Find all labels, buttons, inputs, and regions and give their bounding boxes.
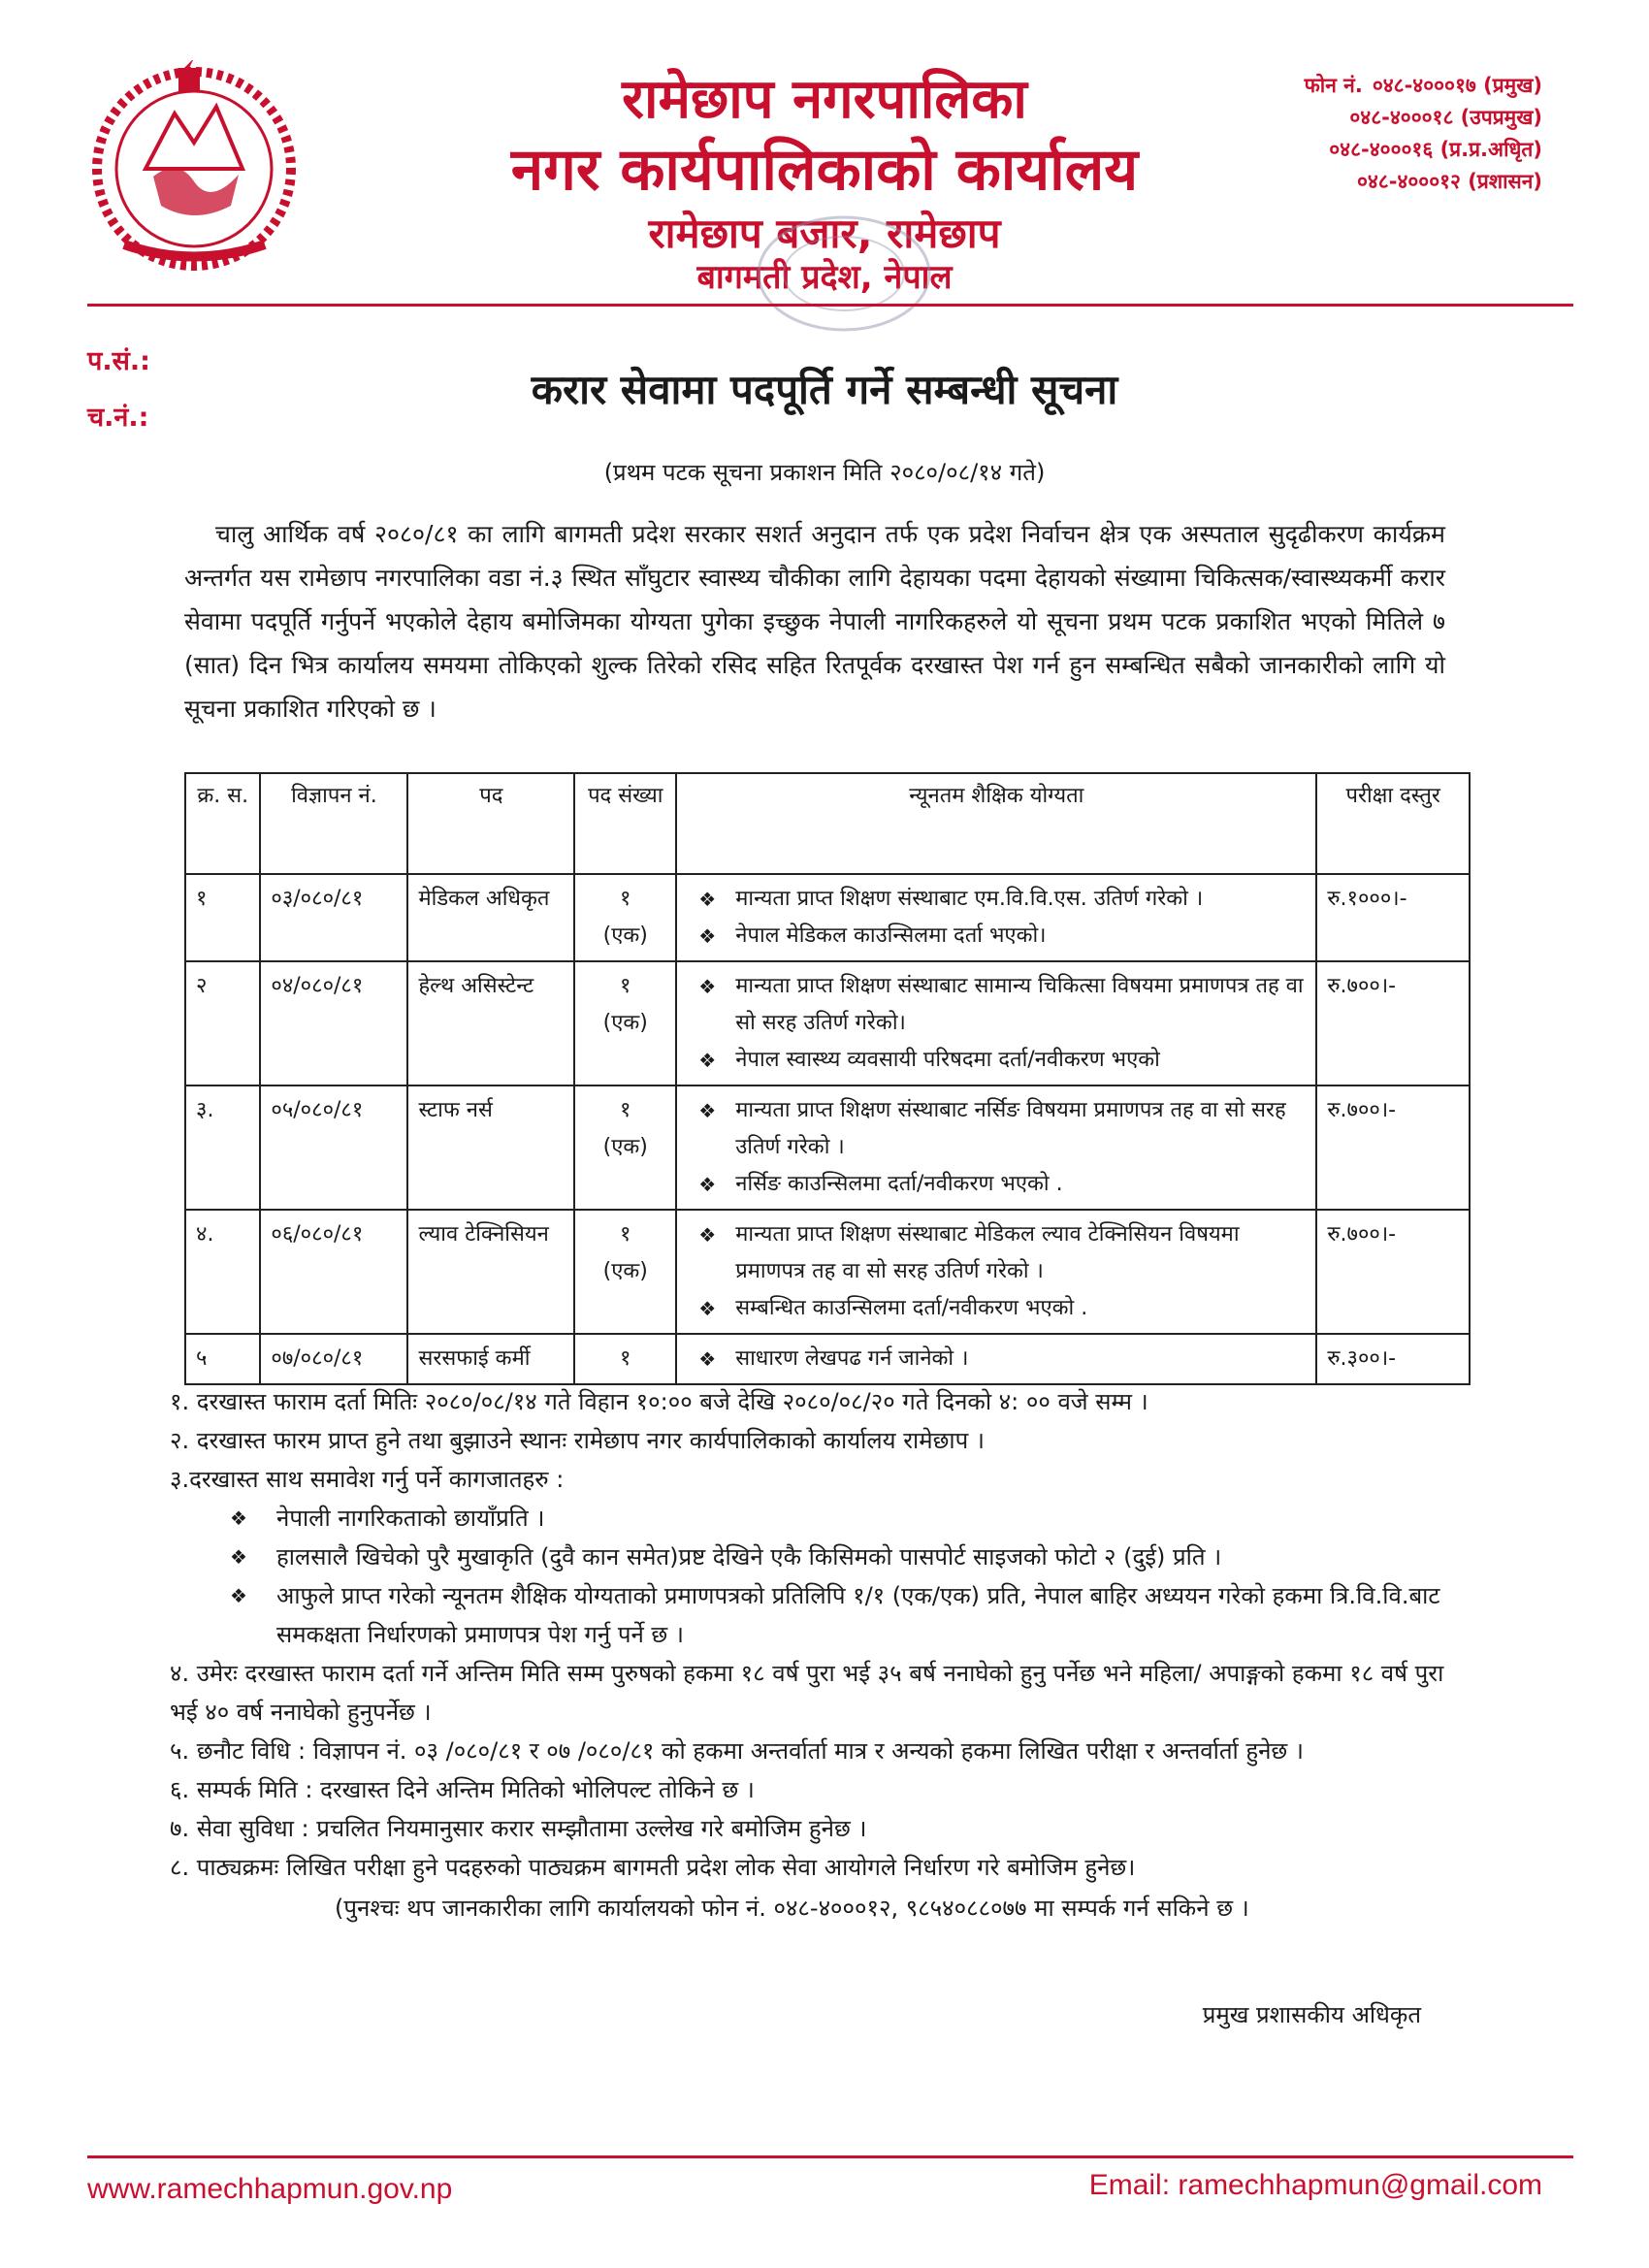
- cell-ad-no: ०६/०८०/८१: [260, 1210, 407, 1334]
- notice-publication-date: (प्रथम पटक सूचना प्रकाशन मिति २०८०/०८/१४ गते): [603, 459, 1046, 486]
- count-words: (एक): [602, 1259, 648, 1283]
- note-syllabus: ८. पाठ्यक्रमः लिखित परीक्षा हुने पदहरुको पाठ्यक्रम बागमती प्रदेश लोक सेवा आयोगले निर्धारण गरे बमोजिम हुनेछ।: [170, 1854, 1136, 1881]
- document-item: [170, 1576, 1470, 1654]
- cell-count: [574, 961, 676, 1085]
- cell-post: हेल्थ असिस्टेन्ट: [407, 961, 574, 1085]
- cell-post: स्टाफ नर्स: [407, 1085, 574, 1210]
- phone-label: फोन नं.: [1304, 74, 1363, 97]
- document-text: नेपाली नागरिकताको छायाँप्रति ।: [276, 1505, 545, 1532]
- bullet-diamond-icon: ❖: [698, 975, 717, 998]
- cell-count: [574, 874, 676, 961]
- document-text: आफुले प्राप्त गरेको न्यूनतम शैक्षिक योग्यताको प्रमाणपत्रको प्रतिलिपि १/१ (एक/एक) प्रति, नेपाल बाहिर अध्ययन गरेको हकमा त्रि.वि.वि.बाट समकक्षता निर्धारणको प्रमाणपत्र पेश गर्नु पर्ने छ ।: [276, 1582, 1440, 1648]
- column-header-sn: क्र. स.: [185, 773, 260, 874]
- column-header-count: पद संख्या: [574, 773, 676, 874]
- cell-qualification: [676, 1210, 1316, 1334]
- bullet-diamond-icon: ❖: [698, 1099, 717, 1122]
- cell-ad-no: ०४/०८०/८१: [260, 961, 407, 1085]
- column-header-ad-no: विज्ञापन नं.: [260, 773, 407, 874]
- cell-post: सरसफाई कर्मी: [407, 1334, 574, 1384]
- qualification-item: [687, 1166, 1306, 1203]
- note-application-place: २. दरखास्त फारम प्राप्त हुने तथा बुझाउने स्थानः रामेछाप नगर कार्यपालिकाको कार्यालय रामेछाप ।: [170, 1427, 985, 1454]
- bullet-diamond-icon: ❖: [698, 1297, 717, 1320]
- cell-qualification: [676, 874, 1316, 961]
- bullet-diamond-icon: ❖: [230, 1545, 247, 1569]
- qualification-item: [687, 1341, 1306, 1377]
- qualification-item: [687, 1216, 1306, 1290]
- bullet-diamond-icon: ❖: [698, 924, 717, 948]
- cell-ad-no: ०५/०८०/८१: [260, 1085, 407, 1210]
- bullet-diamond-icon: ❖: [698, 1223, 717, 1247]
- column-header-fee: परीक्षा दस्तुर: [1316, 773, 1470, 874]
- bullet-diamond-icon: ❖: [698, 1347, 717, 1371]
- cell-sn: २: [185, 961, 260, 1085]
- qualification-item: [687, 1092, 1306, 1166]
- count-number: १: [620, 1222, 631, 1247]
- count-words: (एक): [602, 1011, 648, 1035]
- note-service-benefits: ७. सेवा सुविधा : प्रचलित नियमानुसार करार सम्झौतामा उल्लेख गरे बमोजिम हुनेछ ।: [170, 1815, 867, 1842]
- qualification-text: साधारण लेखपढ गर्न जानेको ।: [735, 1346, 969, 1371]
- qualification-item: [687, 881, 1306, 918]
- qualification-item: [687, 1042, 1306, 1079]
- qualification-text: सम्बन्धित काउन्सिलमा दर्ता/नवीकरण भएको .: [735, 1296, 1088, 1320]
- signatory-title: प्रमुख प्रशासकीय अधिकृत: [1202, 2001, 1421, 2028]
- phone-list: [1305, 70, 1542, 198]
- office-province: बागमती प्रदेश, नेपाल: [696, 258, 953, 297]
- cell-sn: ४.: [185, 1210, 260, 1334]
- letter-number-label: प.सं.:: [87, 346, 150, 376]
- count-number: १: [620, 1346, 631, 1371]
- document-text: हालसालै खिचेको पुरै मुखाकृति (दुवै कान समेत)प्रष्ट देखिने एकै किसिमको पासपोर्ट साइजको फोटो २ (दुई) प्रति ।: [276, 1543, 1222, 1571]
- bullet-diamond-icon: ❖: [698, 888, 717, 911]
- municipality-name: रामेछाप नगरपालिका: [622, 68, 1027, 131]
- note-postscript: (पुनश्चः थप जानकारीका लागि कार्यालयको फोन नं. ०४८-४०००१२, ९८५४०८८०७७ मा सम्पर्क गर्न सकिने छ ।: [335, 1895, 1249, 1922]
- cell-qualification: [676, 1085, 1316, 1210]
- cell-fee: रु.७००।-: [1316, 961, 1470, 1085]
- document-item: [170, 1499, 1470, 1538]
- qualification-text: मान्यता प्राप्त शिक्षण संस्थाबाट सामान्य चिकित्सा विषयमा प्रमाणपत्र तह वा सो सरह उतिर्ण गरेको।: [735, 974, 1304, 1035]
- qualification-text: मान्यता प्राप्त शिक्षण संस्थाबाट नर्सिङ विषयमा प्रमाणपत्र तह वा सो सरह उतिर्ण गरेको ।: [735, 1098, 1286, 1159]
- phone-line: [1305, 134, 1542, 166]
- cell-fee: रु.३००।-: [1316, 1334, 1470, 1384]
- footer-divider: [87, 2155, 1573, 2158]
- qualification-text: नेपाल मेडिकल काउन्सिलमा दर्ता भएको।: [735, 923, 1047, 948]
- bullet-diamond-icon: ❖: [230, 1507, 247, 1530]
- qualification-item: [687, 1290, 1306, 1327]
- notice-intro-paragraph: चालु आर्थिक वर्ष २०८०/८१ का लागि बागमती प्रदेश सरकार सशर्त अनुदान तर्फ एक प्रदेश निर्वाचन क्षेत्र एक अस्पताल सुदृढीकरण कार्यक्रम अन्तर्गत यस रामेछाप नगरपालिका वडा नं.३ स्थित साँघुटार स्वास्थ्य चौकीका लागि देहायका पदमा देहायको संख्यामा चिकित्सक/स्वास्थ्यकर्मी करार सेवामा पदपूर्ति गर्नुपर्ने भएकोले देहाय बमोजिमका योग्यता पुगेका इच्छुक नेपाली नागरिकहरुले यो सूचना प्रथम पटक प्रकाशित भएको मितिले ७ (सात) दिन भित्र कार्यालय समयमा तोकिएको शुल्क तिरेको रसिद सहित रितपूर्वक दरखास्त पेश गर्न हुन सम्बन्धित सबैको जानकारीको लागि यो सूचना प्रकाशित गरिएको छ ।: [184, 520, 1445, 723]
- notes-section: [170, 1382, 1470, 1928]
- header-divider: [87, 304, 1573, 307]
- office-address: रामेछाप बजार, रामेछाप: [648, 210, 1001, 257]
- table-row: [185, 1210, 1470, 1334]
- bullet-diamond-icon: ❖: [230, 1584, 247, 1607]
- cell-count: [574, 1334, 676, 1384]
- qualification-text: नर्सिङ काउन्सिलमा दर्ता/नवीकरण भएको .: [735, 1172, 1063, 1196]
- phone-line: [1305, 166, 1542, 198]
- table-row: [185, 961, 1470, 1085]
- count-number: १: [620, 1098, 631, 1122]
- office-name: नगर कार्यपालिकाको कार्यालय: [510, 136, 1139, 204]
- count-number: १: [620, 887, 631, 911]
- website-link[interactable]: www.ramechhapmun.gov.np: [87, 2173, 453, 2205]
- email-link[interactable]: Email: ramechhapmun@gmail.com: [1088, 2169, 1542, 2201]
- vacancy-table: [184, 772, 1471, 1385]
- phone-number: ०४८-४०००१६ (प्र.प्र.अधिृत): [1329, 138, 1542, 161]
- qualification-text: नेपाल स्वास्थ्य व्यवसायी परिषदमा दर्ता/नवीकरण भएको: [735, 1048, 1160, 1072]
- table-row: [185, 1334, 1470, 1384]
- table-row: [185, 874, 1470, 961]
- qualification-item: [687, 918, 1306, 955]
- count-words: (एक): [602, 923, 648, 948]
- cell-qualification: [676, 1334, 1316, 1384]
- dispatch-number-label: च.नं.:: [87, 403, 149, 433]
- note-documents-title: ३.दरखास्त साथ समावेश गर्नु पर्ने कागजातहरु :: [170, 1466, 565, 1493]
- office-stamp-seal: [747, 215, 941, 341]
- count-number: १: [620, 974, 631, 998]
- cell-post: ल्याव टेक्निसियन: [407, 1210, 574, 1334]
- column-header-post: पद: [407, 773, 574, 874]
- column-header-qualification: न्यूनतम शैक्षिक योग्यता: [676, 773, 1316, 874]
- cell-qualification: [676, 961, 1316, 1085]
- document-item: [170, 1538, 1470, 1576]
- notice-heading: करार सेवामा पदपूर्ति गर्ने सम्बन्धी सूचना: [531, 366, 1118, 413]
- bullet-diamond-icon: ❖: [698, 1049, 717, 1072]
- note-application-dates: १. दरखास्त फाराम दर्ता मितिः २०८०/०८/१४ गते विहान १०:०० बजे देखि २०८०/०८/२० गते दिनको ४: ०० वजे सम्म ।: [170, 1388, 1148, 1415]
- phone-number: ०४८-४०००१७ (प्रमुख): [1372, 74, 1542, 97]
- table-header-row: [185, 773, 1470, 874]
- cell-sn: ३.: [185, 1085, 260, 1210]
- cell-fee: रु.७००।-: [1316, 1210, 1470, 1334]
- qualification-text: मान्यता प्राप्त शिक्षण संस्थाबाट एम.वि.वि.एस. उतिर्ण गरेको ।: [735, 887, 1204, 911]
- cell-ad-no: ०३/०८०/८१: [260, 874, 407, 961]
- note-selection-method: ५. छनौट विधि : विज्ञापन नं. ०३ /०८०/८१ र ०७ /०८०/८१ को हकमा अन्तर्वार्ता मात्र र अन्यको हकमा लिखित परीक्षा र अन्तर्वार्ता हुनेछ ।: [170, 1737, 1304, 1765]
- cell-fee: रु.१०००।-: [1316, 874, 1470, 961]
- table-row: [185, 1085, 1470, 1210]
- cell-ad-no: ०७/०८०/८१: [260, 1334, 407, 1384]
- qualification-item: [687, 968, 1306, 1042]
- note-contact-date: ६. सम्पर्क मिति : दरखास्त दिने अन्तिम मितिको भोलिपल्ट तोकिने छ ।: [170, 1776, 755, 1803]
- phone-line: [1305, 102, 1542, 134]
- cell-count: [574, 1210, 676, 1334]
- phone-number: ०४८-४०००१२ (प्रशासन): [1356, 170, 1542, 193]
- phone-line: [1305, 70, 1542, 102]
- note-age-limit: ४. उमेरः दरखास्त फाराम दर्ता गर्ने अन्तिम मिति सम्म पुरुषको हकमा १८ वर्ष पुरा भई ३५ बर्ष ननाघेको हुनु पर्नेछ भने महिला/ अपाङ्गको हकमा १८ वर्ष पुरा भई ४० वर्ष ननाघेको हुनुपर्नेछ ।: [170, 1660, 1444, 1726]
- cell-fee: रु.७००।-: [1316, 1085, 1470, 1210]
- cell-sn: ५: [185, 1334, 260, 1384]
- cell-sn: १: [185, 874, 260, 961]
- bullet-diamond-icon: ❖: [698, 1173, 717, 1196]
- qualification-text: मान्यता प्राप्त शिक्षण संस्थाबाट मेडिकल ल्याव टेक्निसियन विषयमा प्रमाणपत्र तह वा सो सरह उतिर्ण गरेको ।: [735, 1222, 1240, 1283]
- cell-post: मेडिकल अधिकृत: [407, 874, 574, 961]
- count-words: (एक): [602, 1135, 648, 1159]
- cell-count: [574, 1085, 676, 1210]
- phone-number: ०४८-४०००१८ (उपप्रमुख): [1349, 106, 1542, 129]
